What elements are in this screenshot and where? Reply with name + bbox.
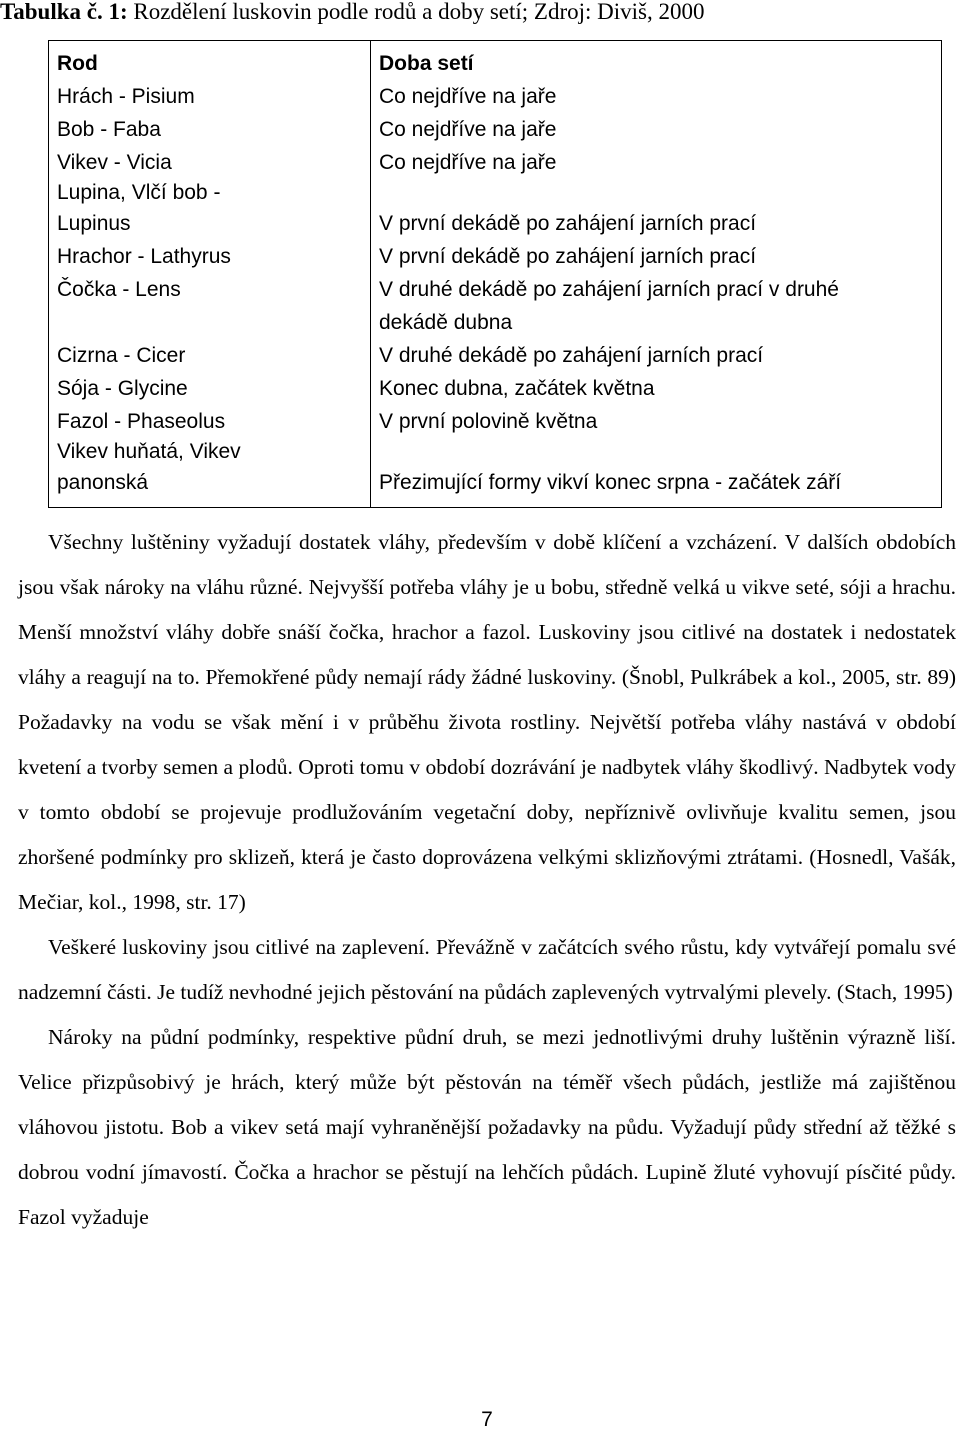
rod-cell [57, 306, 362, 339]
doba-cell [379, 438, 933, 466]
doba-cell: V druhé dekádě po zahájení jarních prací [379, 344, 764, 367]
rod-cell: Vikev - Vicia [57, 151, 172, 174]
caption-text: Rozdělení luskovin podle rodů a doby setí; Zdroj: Diviš, 2000 [133, 0, 705, 24]
body-text [18, 520, 956, 1240]
page-number: 7 [481, 1408, 493, 1431]
rod-cell: Čočka - Lens [57, 278, 181, 301]
doba-cell: Co nejdříve na jaře [379, 85, 557, 108]
doba-cell: Konec dubna, začátek května [379, 377, 655, 400]
rod-cell: Cizrna - Cicer [57, 344, 186, 367]
doba-cell: V druhé dekádě po zahájení jarních prací v druhé [379, 278, 839, 301]
doba-cell [379, 179, 933, 207]
rod-cell: panonská [57, 471, 149, 494]
doba-column [371, 41, 942, 508]
header-doba: Doba setí [379, 52, 474, 75]
rod-cell: Lupinus [57, 212, 131, 235]
paragraph-water: Všechny luštěniny vyžadují dostatek vláhy, především v době klíčení a vzcházení. V dalších obdobích jsou však nároky na vláhu různé. Nejvyšší potřeba vláhy je u bobu, středně velká u vikve seté, sóji a hrachu. Menší množství vláhy dobře snáší čočka, hrachor a fazol. Luskoviny jsou citlivé na dostatek i nedostatek vláhy a reagují na to. Přemokřené půdy nemají rády žádné luskoviny. (Šnobl, Pulkrábek a kol., 2005, str. 89) Požadavky na vodu se však mění i v průběhu života rostliny. Největší potřeba vláhy nastává v období kvetení a tvorby semen a plodů. Oproti tomu v období dozrávání je nadbytek vláhy škodlivý. Nadbytek vody v tomto období se projevuje prodlužováním vegetační doby, nepříznivě ovlivňuje kvalitu semen, jsou zhoršené podmínky pro sklizeň, která je často doprovázena velkými sklizňovými ztrátami. (Hosnedl, Vašák, Mečiar, kol., 1998, str. 17) [18, 530, 956, 914]
rod-cell: Sója - Glycine [57, 377, 188, 400]
doba-cell: Co nejdříve na jaře [379, 151, 557, 174]
rod-cell: Hrachor - Lathyrus [57, 245, 231, 268]
doba-cell: V první dekádě po zahájení jarních prací [379, 212, 757, 235]
header-rod: Rod [57, 52, 98, 75]
rod-cell: Lupina, Vlčí bob - [57, 181, 221, 204]
paragraph-soil: Nároky na půdní podmínky, respektive půdní druh, se mezi jednotlivými druhy luštěnin výrazně liší. Velice přizpůsobivý je hrách, který může být pěstován na téměř všech půdách, jestliže má zajištěnou vláhovou jistotu. Bob a vikev setá mají vyhraněnější požadavky na půdu. Vyžadují půdy střední až těžké s dobrou vodní jímavostí. Čočka a hrachor se pěstují na lehčích půdách. Lupině žluté vyhovují písčité půdy. Fazol vyžaduje [18, 1025, 956, 1229]
table-row [49, 41, 942, 508]
doba-cell: V první dekádě po zahájení jarních prací [379, 245, 757, 268]
caption-label: Tabulka č. 1: [0, 0, 128, 24]
doba-cell: dekádě dubna [379, 311, 513, 334]
rod-column [49, 41, 371, 508]
table-caption [0, 0, 704, 26]
rod-cell: Bob - Faba [57, 118, 161, 141]
rod-cell: Vikev huňatá, Vikev [57, 440, 241, 463]
doba-cell: Přezimující formy vikví konec srpna - začátek září [379, 471, 842, 494]
sowing-table [48, 40, 942, 508]
rod-cell: Hrách - Pisium [57, 85, 195, 108]
doba-cell: Co nejdříve na jaře [379, 118, 557, 141]
doba-cell: V první polovině května [379, 410, 598, 433]
rod-cell: Fazol - Phaseolus [57, 410, 226, 433]
paragraph-weeds: Veškeré luskoviny jsou citlivé na zaplevení. Převážně v začátcích svého růstu, kdy vytvářejí pomalu své nadzemní části. Je tudíž nevhodné jejich pěstování na půdách zaplevených vytrvalými plevely. (Stach, 1995) [18, 935, 956, 1004]
